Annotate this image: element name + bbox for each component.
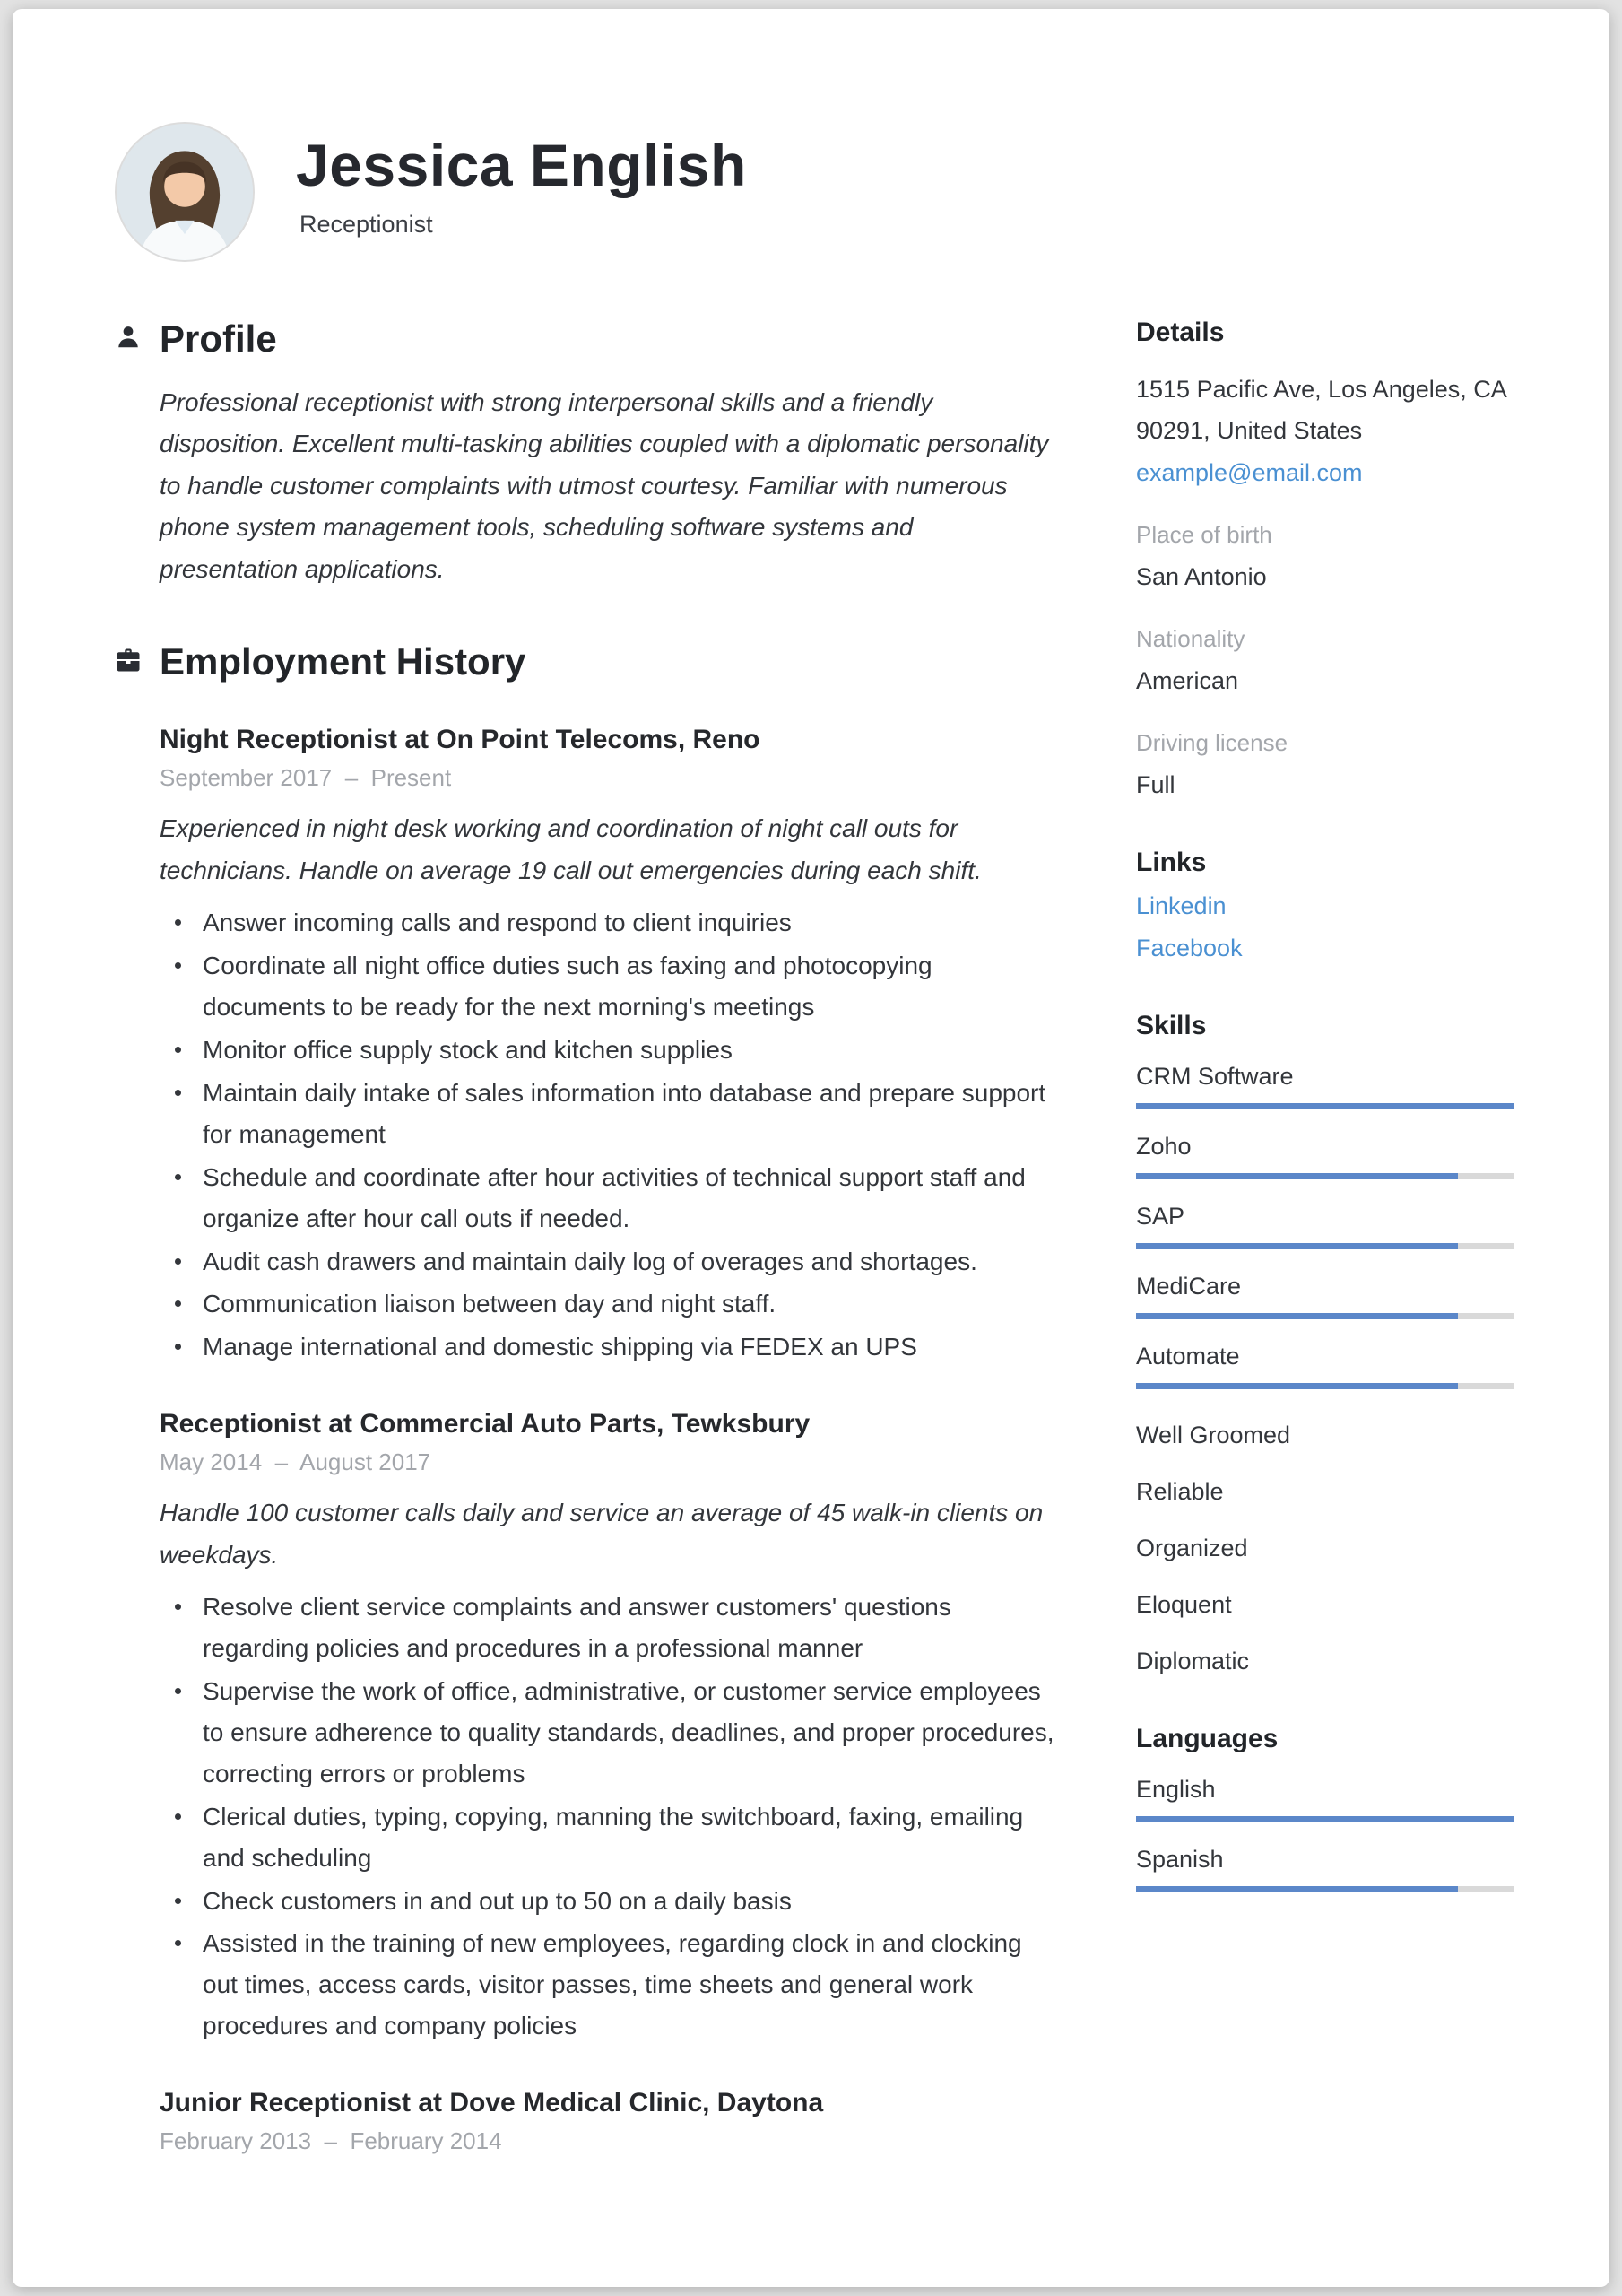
skill-bar — [1136, 1173, 1514, 1179]
bullet-item: Check customers in and out up to 50 on a daily basis — [160, 1881, 1056, 1922]
skill-trait: Organized — [1136, 1534, 1248, 1561]
skill-trait: Diplomatic — [1136, 1647, 1250, 1674]
skill-name: Automate — [1136, 1342, 1240, 1370]
detail-field — [1136, 521, 1514, 591]
bullet-item: Maintain daily intake of sales information into database and prepare support for management — [160, 1073, 1056, 1155]
languages-heading: Languages — [1136, 1723, 1279, 1753]
content-columns — [13, 317, 1609, 2155]
sidebar — [1136, 317, 1514, 1892]
job-entry — [160, 1409, 1056, 2047]
language-item — [1136, 1846, 1514, 1892]
email-link[interactable]: example@email.com — [1136, 458, 1363, 486]
bullet-item: Clerical duties, typing, copying, manning the switchboard, faxing, emailing and scheduling — [160, 1796, 1056, 1879]
bullet-item: Schedule and coordinate after hour activities of technical support staff and organize after hour call outs if needed. — [160, 1157, 1056, 1239]
bullet-item: Assisted in the training of new employees, regarding clock in and clocking out times, access cards, visitor passes, time sheets and general work procedures and company policies — [160, 1923, 1056, 2047]
detail-label: Place of birth — [1136, 520, 1272, 548]
bullet-item: Coordinate all night office duties such as faxing and photocopying documents to be ready for the next morning's meetings — [160, 945, 1056, 1028]
bullet-item: Resolve client service complaints and answer customers' questions regarding policies and procedures in a professional manner — [160, 1587, 1056, 1669]
details-heading: Details — [1136, 317, 1225, 347]
profile-section-head — [160, 317, 1056, 361]
skill-bar-fill — [1136, 1243, 1458, 1249]
employment-section-head — [160, 640, 1056, 683]
skill-trait: Reliable — [1136, 1477, 1224, 1505]
skill-bar — [1136, 1313, 1514, 1319]
facebook-link[interactable]: Facebook — [1136, 934, 1243, 961]
profile-heading: Profile — [160, 317, 277, 360]
person-icon — [115, 324, 142, 351]
skill-item — [1136, 1343, 1514, 1389]
identity-block — [296, 122, 747, 262]
detail-value: American — [1136, 666, 1239, 694]
language-bar-fill — [1136, 1816, 1514, 1822]
skill-item — [1136, 1203, 1514, 1249]
detail-value: San Antonio — [1136, 562, 1267, 590]
skill-name: MediCare — [1136, 1272, 1242, 1300]
detail-value: Full — [1136, 770, 1175, 798]
language-name: English — [1136, 1775, 1216, 1803]
skill-name: Zoho — [1136, 1132, 1192, 1160]
language-bar-fill — [1136, 1886, 1458, 1892]
links-heading: Links — [1136, 847, 1207, 877]
bullet-item: Monitor office supply stock and kitchen supplies — [160, 1030, 1056, 1071]
address-line: 90291, United States — [1136, 416, 1363, 444]
languages-section — [1136, 1724, 1514, 1892]
skill-bar-fill — [1136, 1383, 1458, 1389]
skill-bar — [1136, 1243, 1514, 1249]
job-entry — [160, 725, 1056, 1368]
candidate-name: Jessica English — [296, 132, 747, 198]
detail-field — [1136, 729, 1514, 799]
skill-item — [1136, 1063, 1514, 1109]
resume-header — [13, 9, 1609, 262]
skill-bar — [1136, 1383, 1514, 1389]
skill-bar-fill — [1136, 1313, 1458, 1319]
job-title: Night Receptionist at On Point Telecoms, Reno — [160, 725, 760, 755]
language-name: Spanish — [1136, 1845, 1224, 1873]
resume-page — [13, 9, 1609, 2287]
skill-trait: Well Groomed — [1136, 1421, 1291, 1448]
job-dates: September 2017 – Present — [160, 764, 452, 792]
language-bar — [1136, 1886, 1514, 1892]
linkedin-link[interactable]: Linkedin — [1136, 891, 1227, 919]
avatar — [115, 122, 255, 262]
job-dates: February 2013 – February 2014 — [160, 2127, 502, 2155]
job-dates: May 2014 – August 2017 — [160, 1448, 431, 1476]
avatar-illustration — [117, 124, 253, 260]
job-title: Junior Receptionist at Dove Medical Clinic, Daytona — [160, 2088, 824, 2118]
job-entry — [160, 2088, 1056, 2155]
job-summary: Experienced in night desk working and coordination of night call outs for technicians. Handle on average 19 call out emergencies during each shift. — [160, 814, 982, 884]
language-item — [1136, 1776, 1514, 1822]
job-bullets — [160, 1587, 1056, 2047]
bullet-item: Audit cash drawers and maintain daily log of overages and shortages. — [160, 1241, 1056, 1283]
skill-name: CRM Software — [1136, 1062, 1294, 1090]
bullet-item: Answer incoming calls and respond to client inquiries — [160, 902, 1056, 944]
skill-trait: Eloquent — [1136, 1590, 1232, 1618]
detail-label: Driving license — [1136, 728, 1288, 756]
skill-item — [1136, 1273, 1514, 1319]
skill-bar-fill — [1136, 1173, 1458, 1179]
skills-section — [1136, 1011, 1514, 1675]
details-section — [1136, 317, 1514, 799]
bullet-item: Manage international and domestic shipping via FEDEX an UPS — [160, 1326, 1056, 1368]
skill-bar — [1136, 1103, 1514, 1109]
candidate-title: Receptionist — [299, 211, 433, 239]
skill-name: SAP — [1136, 1202, 1185, 1230]
briefcase-icon — [115, 647, 142, 674]
detail-label: Nationality — [1136, 624, 1245, 652]
bullet-item: Communication liaison between day and night staff. — [160, 1283, 1056, 1325]
employment-section — [160, 640, 1056, 2155]
detail-field — [1136, 625, 1514, 695]
job-title: Receptionist at Commercial Auto Parts, Tewksbury — [160, 1409, 811, 1439]
skills-heading: Skills — [1136, 1010, 1207, 1040]
links-section — [1136, 848, 1514, 962]
employment-heading: Employment History — [160, 640, 526, 683]
job-bullets — [160, 902, 1056, 1368]
skill-bar-fill — [1136, 1103, 1514, 1109]
language-bar — [1136, 1816, 1514, 1822]
profile-text: Professional receptionist with strong interpersonal skills and a friendly disposition. Excellent multi-tasking abilities coupled with a diplomatic personality to handle customer complaints with utmost courtesy. Familiar with numerous phone system management tools, scheduling software systems and presentation applications. — [160, 388, 1049, 583]
profile-section — [160, 317, 1056, 590]
skill-item — [1136, 1133, 1514, 1179]
bullet-item: Supervise the work of office, administrative, or customer service employees to ensure adherence to quality standards, deadlines, and proper procedures, correcting errors or problems — [160, 1671, 1056, 1795]
job-summary: Handle 100 customer calls daily and service an average of 45 walk-in clients on weekdays. — [160, 1499, 1044, 1569]
main-column — [160, 317, 1056, 2155]
address-line: 1515 Pacific Ave, Los Angeles, CA — [1136, 376, 1507, 403]
